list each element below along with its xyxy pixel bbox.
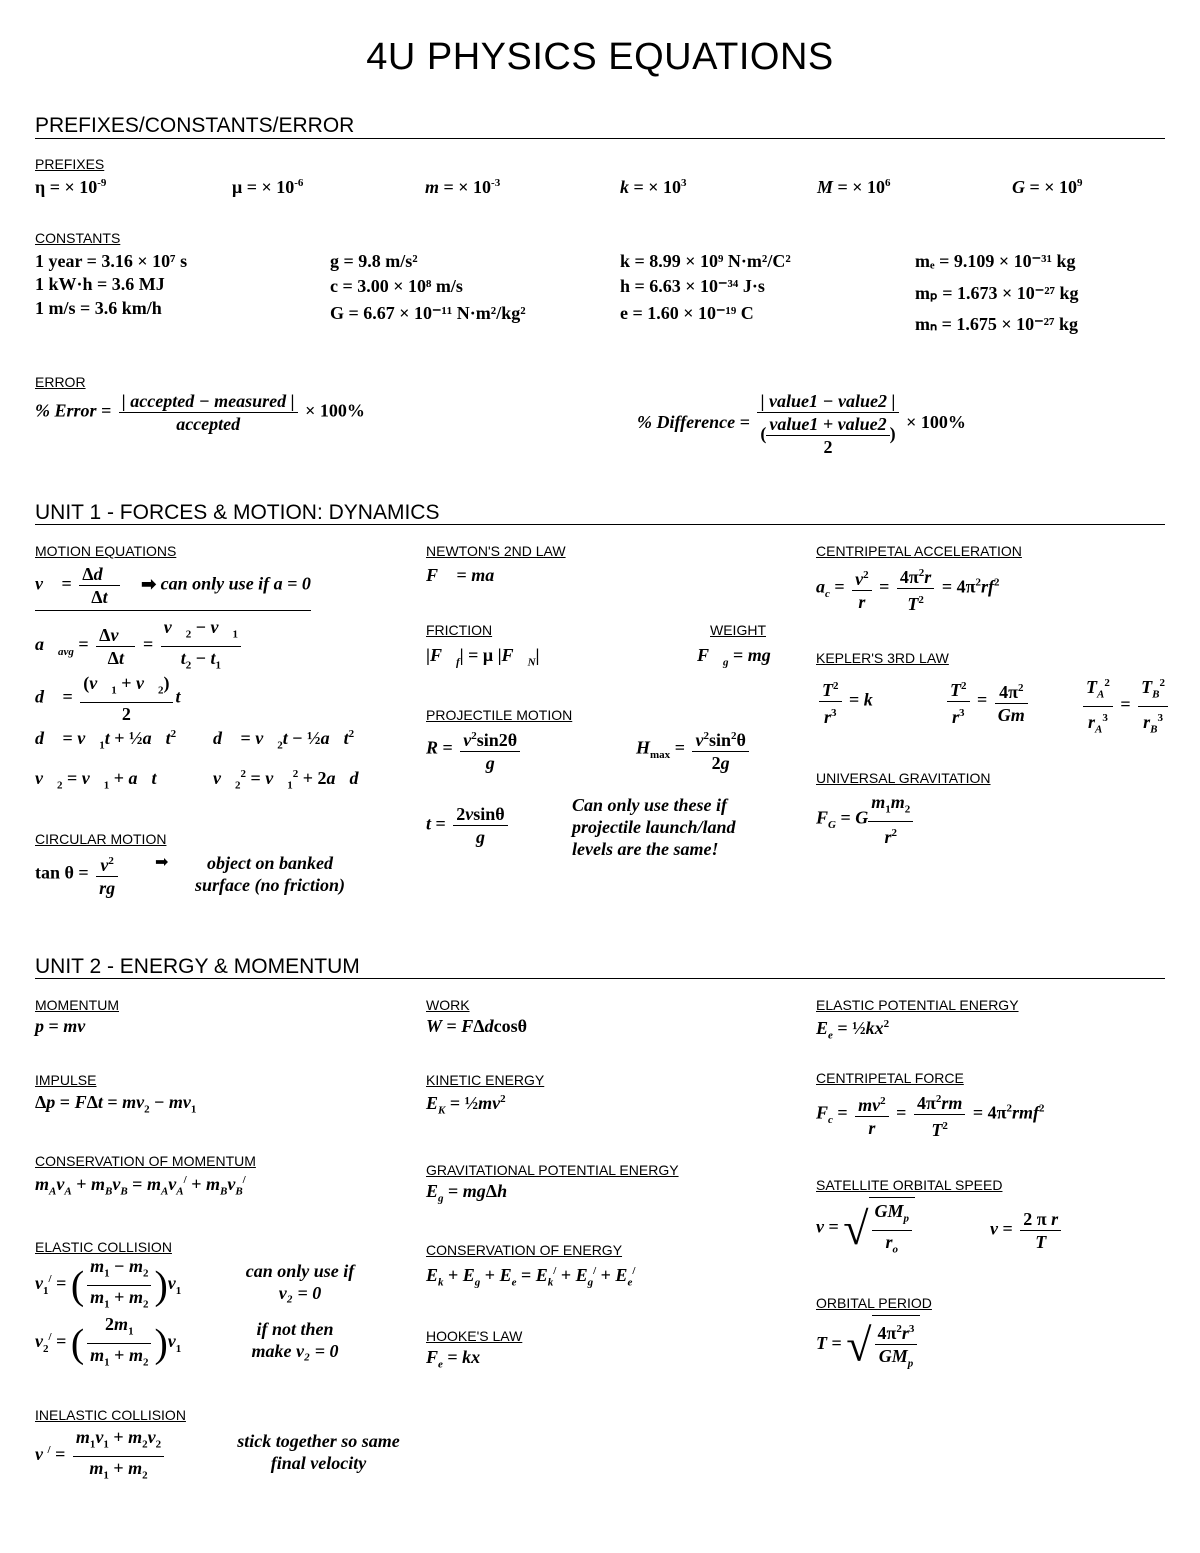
friction-formula: $|F⃗_f| = \mu$ $|F⃗_N|$ xyxy=(426,645,540,669)
percent-error-formula: % Error = $\frac{\text{| accepted − measured |}}{\text{accepted}}$ × 100% xyxy=(35,391,365,434)
section-divider xyxy=(35,524,1165,525)
constant-c: c = 3.00 × 10⁸ m/s xyxy=(330,276,463,296)
prefix-micro: μ = × $10^{-6}$ xyxy=(232,177,304,197)
subheading-universal-gravitation: UNIVERSAL GRAVITATION xyxy=(816,770,991,786)
newtons-law-formula: F⃗ = ma⃗ xyxy=(426,565,509,585)
conservation-of-momentum-formula: $m_Av_A + m_Bv_B = m_Av_A^/ + m_Bv_B^/$ xyxy=(35,1174,246,1198)
subheading-centripetal-force: CENTRIPETAL FORCE xyxy=(816,1070,964,1086)
constant-year: 1 year = 3.16 × 10⁷ s xyxy=(35,251,188,271)
subheading-newtons-law: NEWTON'S 2ND LAW xyxy=(426,543,566,559)
gravitation-formula: $F_G = G$ $\frac{m_1m_2}{r^2}$ xyxy=(816,791,913,848)
projectile-note: Can only use these if projectile launch/land levels are the same! xyxy=(572,795,736,859)
range-formula: R = $\frac{v^2\sin 2\theta}{g}$ xyxy=(426,725,523,774)
subheading-projectile-motion: PROJECTILE MOTION xyxy=(426,707,573,723)
constant-neutron-mass: mₙ = 1.675 × 10⁻²⁷ kg xyxy=(915,314,1078,334)
final-velocity-formula: $v⃗_2$ = $v⃗_1$ + a⃗t xyxy=(35,768,157,792)
prefix-kilo: k = × $10^3$ xyxy=(620,177,687,197)
inelastic-collision-formula: v / = $\frac{m_1v_1 + m_2v_2}{m_1 + m_2}$ xyxy=(35,1426,167,1486)
subheading-centripetal-acceleration: CENTRIPETAL ACCELERATION xyxy=(816,543,1022,559)
constant-h: h = 6.63 × 10⁻³⁴ J·s xyxy=(620,276,765,296)
kepler-formula-1: $\frac{T^2}{r^3}$ = k xyxy=(816,675,873,728)
constant-e: e = 1.60 × 10⁻¹⁹ C xyxy=(620,303,754,323)
gravitational-potential-energy-formula: $E_g = mg\Delta h$ xyxy=(426,1181,508,1205)
subheading-keplers-law: KEPLER'S 3RD LAW xyxy=(816,650,949,666)
displacement-formula-2: d⃗ = $v⃗_2t$ − $\frac{1}{2}a⃗t^2$ xyxy=(213,728,355,752)
subheading-orbital-period: ORBITAL PERIOD xyxy=(816,1295,932,1311)
section-heading-prefixes-constants-error: PREFIXES/CONSTANTS/ERROR xyxy=(35,114,355,137)
subheading-constants: CONSTANTS xyxy=(35,230,121,246)
subheading-momentum: MOMENTUM xyxy=(35,997,119,1013)
subheading-kinetic-energy: KINETIC ENERGY xyxy=(426,1072,545,1088)
work-formula: W = FΔdcosθ xyxy=(426,1016,527,1036)
subheading-conservation-of-momentum: CONSERVATION OF MOMENTUM xyxy=(35,1153,256,1169)
banked-curve-formula: tan θ = $\frac{v^2}{rg}$ xyxy=(35,850,121,899)
centripetal-acceleration-formula: $a_c$ = $\frac{v^2}{r}$ = $\frac{4\pi^2r}{T^2}$ = $4\pi^2rf^2$ xyxy=(816,562,999,615)
kinetic-energy-formula: $E_K$ = $\frac{1}{2}mv^2$ xyxy=(426,1093,506,1117)
subheading-friction: FRICTION xyxy=(426,622,493,638)
subheading-motion-equations: MOTION EQUATIONS xyxy=(35,543,177,559)
constant-big-g: G = 6.67 × 10⁻¹¹ N·m²/kg² xyxy=(330,303,526,323)
banked-note: object on banked surface (no friction) xyxy=(195,853,345,895)
subheading-inelastic-collision: INELASTIC COLLISION xyxy=(35,1407,186,1423)
subheading-impulse: IMPULSE xyxy=(35,1072,97,1088)
average-acceleration-formula: $a⃗_{avg}$ = $\frac{\Delta v⃗}{\Delta t}$ = $\frac{v⃗_2 - v⃗_1}{t_2 - t_1}$ xyxy=(35,616,244,676)
prefix-mega: M = × $10^6$ xyxy=(817,177,891,197)
orbital-speed-formula-2: v = $\frac{\text{2 π r}}{T}$ xyxy=(990,1208,1064,1253)
constant-kwh: 1 kW·h = 3.6 MJ xyxy=(35,274,165,294)
section-divider xyxy=(35,138,1165,139)
kepler-formula-3: $\frac{T_A^2}{r_A^3}$ = $\frac{T_B^2}{r_B^3}$ xyxy=(1080,672,1171,740)
prefix-nano: η = × $10^{-9}$ xyxy=(35,177,107,197)
impulse-formula: $\Delta p = F\Delta t = mv_2 - mv_1$ xyxy=(35,1092,197,1116)
section-heading-unit2: UNIT 2 - ENERGY & MOMENTUM xyxy=(35,955,360,978)
section-heading-unit1: UNIT 1 - FORCES & MOTION: DYNAMICS xyxy=(35,501,440,524)
subheading-prefixes: PREFIXES xyxy=(35,156,105,172)
subheading-gravitational-potential-energy: GRAVITATIONAL POTENTIAL ENERGY xyxy=(426,1162,679,1178)
subheading-error: ERROR xyxy=(35,374,86,390)
subheading-conservation-of-energy: CONSERVATION OF ENERGY xyxy=(426,1242,623,1258)
weight-formula: $F⃗_g$ = mg⃗ xyxy=(697,645,785,669)
elastic-note-2: if not then make v₂ = 0 xyxy=(251,1319,339,1361)
section-divider xyxy=(35,978,1165,979)
inelastic-note: stick together so same final velocity xyxy=(237,1431,400,1473)
constant-electron-mass: mₑ = 9.109 × 10⁻³¹ kg xyxy=(915,251,1076,271)
velocity-squared-formula: $v⃗_2^2$ = $v⃗_1^2$ + 2a⃗d⃗ xyxy=(213,768,373,792)
kepler-formula-2: $\frac{T^2}{r^3}$ = $\frac{4\pi^2}{Gm}$ xyxy=(944,675,1031,728)
subheading-circular-motion: CIRCULAR MOTION xyxy=(35,831,167,847)
displacement-average-formula: d⃗ = $\frac{(v⃗_1 + v⃗_2)}{2}$ t xyxy=(35,673,181,724)
arrow-icon: ➡ xyxy=(155,854,169,871)
subheading-elastic-collision: ELASTIC COLLISION xyxy=(35,1239,172,1255)
max-height-formula: $H_{max}$ = $\frac{v^2\sin^2\theta}{2g}$ xyxy=(636,725,752,774)
elastic-collision-formula-2: $v_2^/$ = ( $\frac{2m_1}{m_1 + m_2}$ )$v_1$ xyxy=(35,1314,182,1369)
constant-g: g = 9.8 m/s² xyxy=(330,251,418,271)
prefix-giga: G = × $10^9$ xyxy=(1012,177,1083,197)
page-title: 4U PHYSICS EQUATIONS xyxy=(366,36,834,78)
subheading-weight: WEIGHT xyxy=(710,622,766,638)
constant-ms: 1 m/s = 3.6 km/h xyxy=(35,298,162,318)
velocity-formula: v⃗ = $\frac{\Delta d⃗}{\Delta t}$ ➡ can only use if a = 0 xyxy=(35,563,311,611)
subheading-work: WORK xyxy=(426,997,470,1013)
displacement-formula-1: d⃗ = $v⃗_1t$ + $\frac{1}{2}a⃗t^2$ xyxy=(35,728,177,752)
conservation-of-energy-formula: $E_k + E_g + E_e = E_k^/ + E_g^/ + E_e^/$ xyxy=(426,1265,636,1289)
subheading-elastic-potential-energy: ELASTIC POTENTIAL ENERGY xyxy=(816,997,1019,1013)
orbital-speed-formula-1: v = √ $\frac{GM_p}{r_o}$ xyxy=(816,1197,915,1260)
elastic-potential-energy-formula: $E_e$ = $\frac{1}{2}kx^2$ xyxy=(816,1018,890,1042)
subheading-satellite-orbital-speed: SATELLITE ORBITAL SPEED xyxy=(816,1177,1003,1193)
constant-k: k = 8.99 × 10⁹ N·m²/C² xyxy=(620,251,791,271)
constant-proton-mass: mₚ = 1.673 × 10⁻²⁷ kg xyxy=(915,283,1079,303)
momentum-formula: p = mv xyxy=(35,1016,86,1036)
orbital-period-formula: T = √ $\frac{4\pi^2r^3}{GM_p}$ xyxy=(816,1315,920,1375)
percent-difference-formula: % Difference = | value1 − value2 | ( $\frac{\text{value1 + value2}}{2}$ ) × 100% xyxy=(637,391,966,457)
subheading-hookes-law: HOOKE'S LAW xyxy=(426,1328,523,1344)
flight-time-formula: t = $\frac{2vsin\theta}{g}$ xyxy=(426,803,511,848)
elastic-note-1: can only use if v₂ = 0 xyxy=(245,1261,355,1303)
prefix-milli: m = × $10^{-3}$ xyxy=(425,177,501,197)
hookes-law-formula: $F_e$ = kx xyxy=(426,1347,481,1371)
elastic-collision-formula-1: $v_1^/$ = ( $\frac{m_1 - m_2}{m_1 + m_2}$ )$v_1$ xyxy=(35,1256,182,1311)
centripetal-force-formula: $F_c$ = $\frac{mv^2}{r}$ = $\frac{4\pi^2rm}{T^2}$ = $4\pi^2rmf^2$ xyxy=(816,1088,1044,1141)
